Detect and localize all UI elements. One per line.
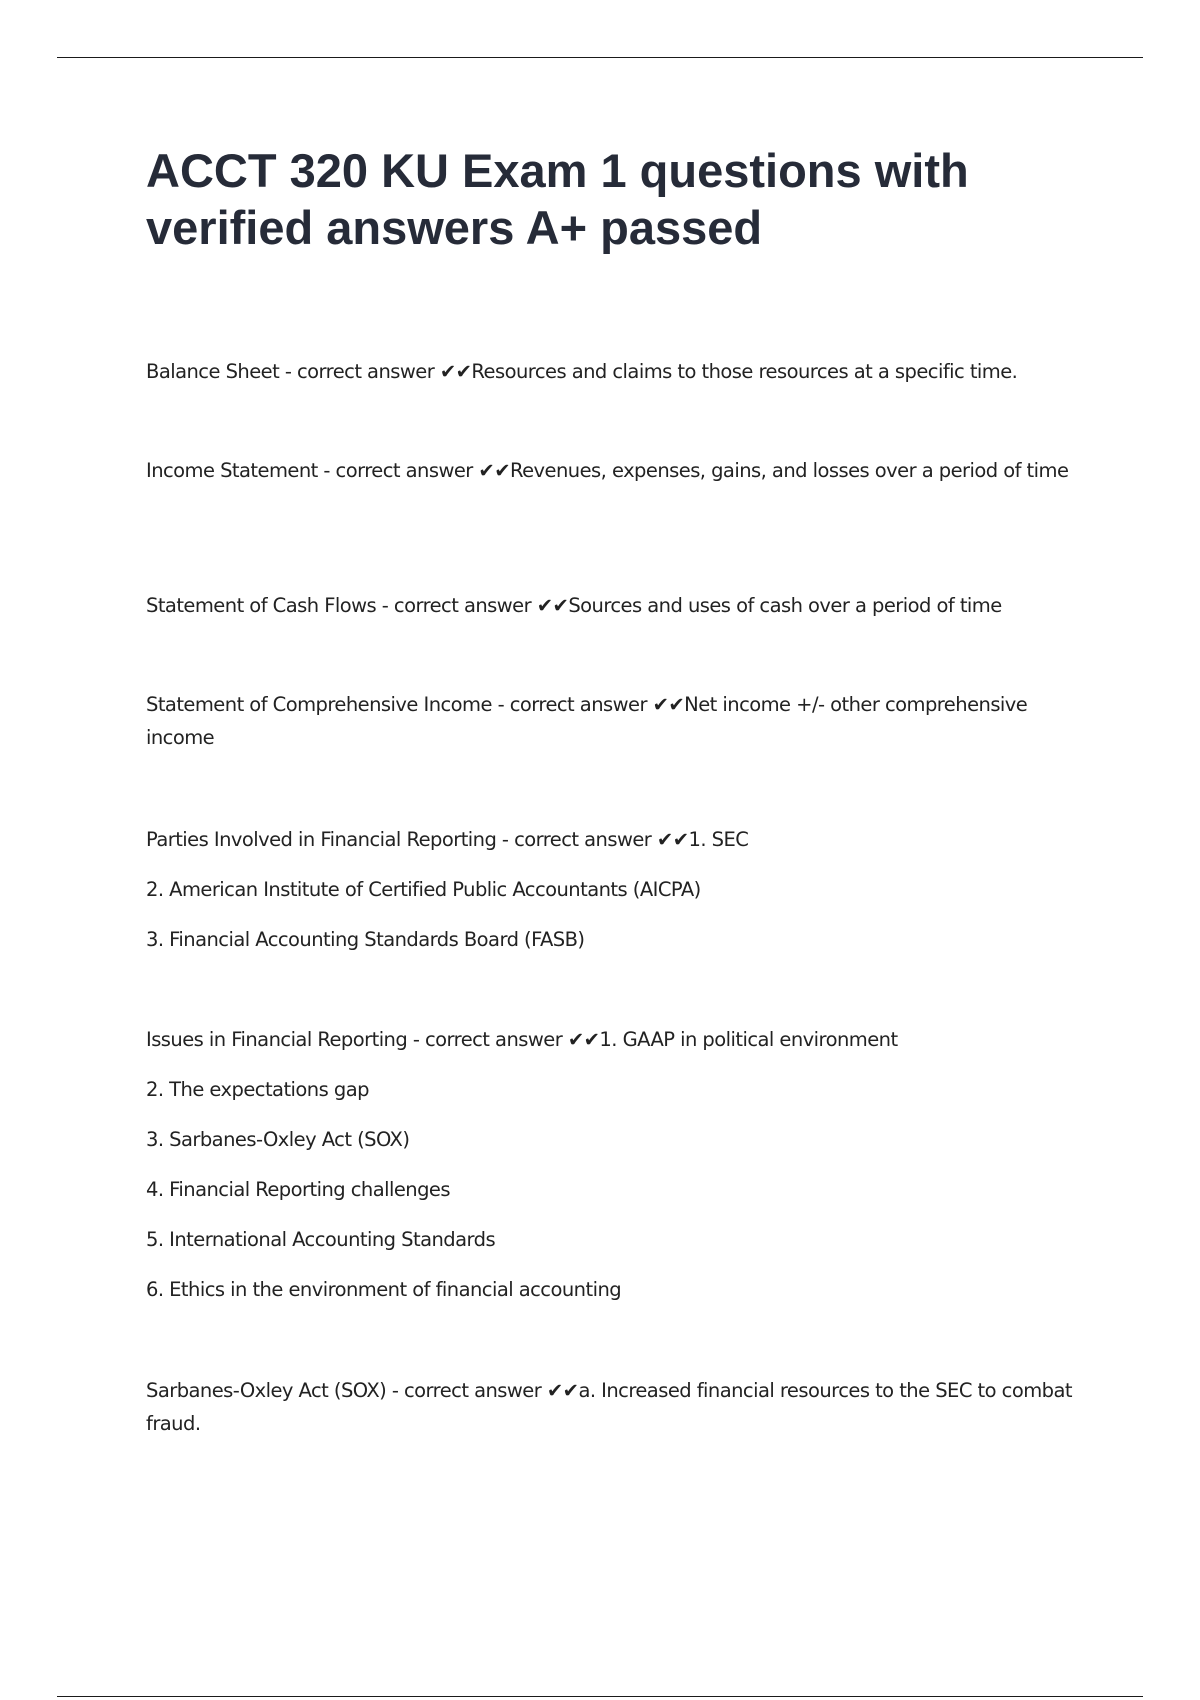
entry-issues-financial-reporting	[146, 1023, 1096, 1306]
entry-income-statement	[146, 454, 1096, 487]
entry-text: Income Statement - correct answer ✔✔Revenues, expenses, gains, and losses over a period of time	[146, 459, 1069, 482]
list-item: 6. Ethics in the environment of financial accounting	[146, 1278, 622, 1301]
list-item: 5. International Accounting Standards	[146, 1228, 496, 1251]
entry-text: Sarbanes-Oxley Act (SOX) - correct answer ✔✔a. Increased financial resources to the SEC to combat fraud.	[146, 1379, 1072, 1435]
list-item: 4. Financial Reporting challenges	[146, 1178, 450, 1201]
entry-comprehensive-income	[146, 688, 1096, 754]
entry-text: Balance Sheet - correct answer ✔✔Resources and claims to those resources at a specific time.	[146, 360, 1018, 383]
list-item: 3. Sarbanes-Oxley Act (SOX)	[146, 1128, 410, 1151]
entry-text: Statement of Comprehensive Income - correct answer ✔✔Net income +/- other comprehensive income	[146, 693, 1028, 749]
entry-text: Statement of Cash Flows - correct answer ✔✔Sources and uses of cash over a period of time	[146, 594, 1002, 617]
entry-text: Issues in Financial Reporting - correct answer ✔✔1. GAAP in political environment	[146, 1028, 898, 1051]
bottom-rule	[57, 1696, 1143, 1697]
entry-text: Parties Involved in Financial Reporting - correct answer ✔✔1. SEC	[146, 828, 749, 851]
list-item: 2. The expectations gap	[146, 1078, 369, 1101]
list-item: 3. Financial Accounting Standards Board (FASB)	[146, 928, 585, 951]
entry-balance-sheet	[146, 355, 1096, 388]
document-title: ACCT 320 KU Exam 1 questions with verified answers A+ passed	[146, 144, 969, 254]
entry-parties-involved	[146, 823, 1096, 956]
list-item: 2. American Institute of Certified Public Accountants (AICPA)	[146, 878, 701, 901]
entry-cash-flows	[146, 589, 1096, 622]
entry-sarbanes-oxley	[146, 1374, 1096, 1440]
top-rule	[57, 57, 1143, 58]
